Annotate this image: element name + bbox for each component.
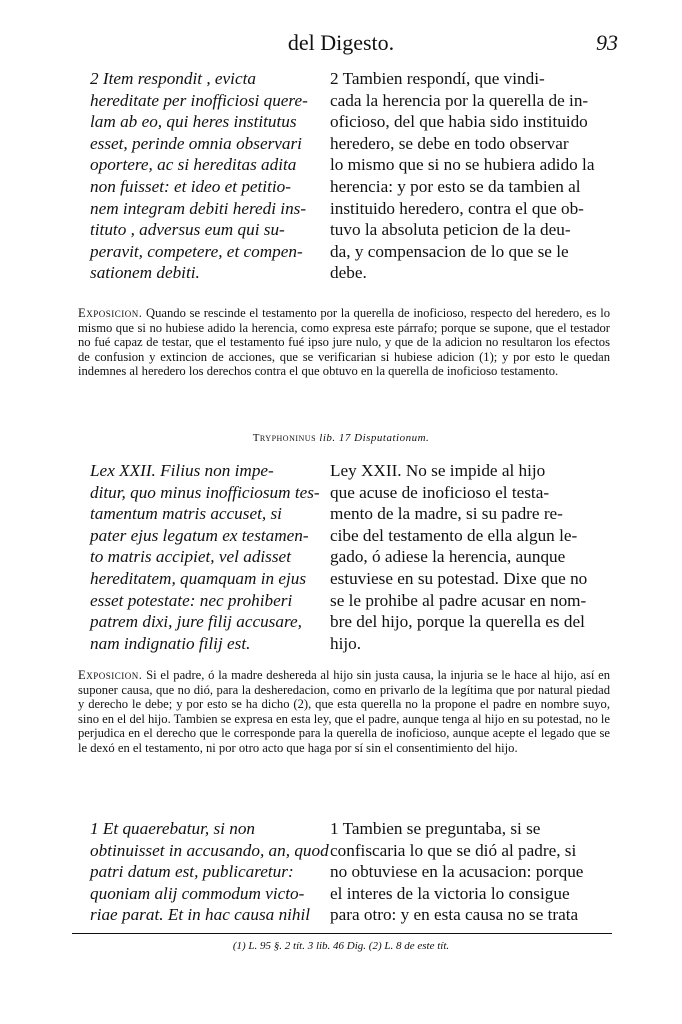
exposicion-text: Si el padre, ó la madre deshereda al hijo sin justa causa, la injuria se le hace al hijo, así en suponer causa, que no dió, para la desheredacion, como en privarlo de la legítima que por natural piedad y derecho le debe; y por esto se ha dicho (2), que esta querella no la propone el padre en nombre suyo, sino en el del hijo. Tambien se expresa en esta ley, que el padre, aunque tenga al hijo en su potestad, no le perjudica en el derecho que le corresponde para la querella de inoficioso, aunque acepte el legado que se le dexó en el testamento, ni por otro acto que haga por sí sin el consentimiento del hijo. bbox=[78, 668, 610, 755]
text-line: to matris accipiet, vel adisset bbox=[90, 547, 291, 567]
source-citation bbox=[0, 432, 682, 444]
text-line: instituido heredero, contra el que ob- bbox=[330, 198, 584, 218]
text-line: herencia: y por esto se da tambien al bbox=[330, 176, 581, 196]
footnotes: (1) L. 95 §. 2 tít. 3 lib. 46 Dig. (2) L. 8 de este tít. bbox=[232, 940, 450, 952]
running-header-title: del Digesto. bbox=[287, 30, 395, 55]
text-line: esset potestate: nec prohiberi bbox=[90, 590, 293, 610]
page-number: 93 bbox=[596, 30, 618, 55]
text-line: lo mismo que si no se hubiera adido la bbox=[330, 155, 595, 175]
text-line: estuviese en su potestad. Dixe que no bbox=[330, 568, 588, 588]
text-line: obtinuisset in accusando, an, quod bbox=[90, 840, 329, 860]
text-line: hijo. bbox=[330, 633, 362, 653]
exposicion-label: Exposicion. bbox=[78, 668, 143, 682]
text-line: oficioso, del que habia sido instituido bbox=[330, 112, 588, 132]
text-line: riae parat. Et in hac causa nihil bbox=[90, 905, 311, 925]
text-line: 2 Item respondit , evicta bbox=[90, 69, 256, 88]
text-line: heredero, se debe en todo observar bbox=[330, 133, 569, 153]
text-line: pater ejus legatum ex testamen- bbox=[90, 525, 309, 545]
text-line: non fuisset: et ideo et petitio- bbox=[90, 176, 291, 196]
text-line: confiscaria lo que se dió al padre, si bbox=[330, 840, 577, 860]
latin-column-1 bbox=[90, 68, 312, 284]
text-line: 1 Tambien se preguntaba, si se bbox=[330, 819, 541, 838]
exposicion-text: Quando se rescinde el testamento por la querella de inoficioso, respecto del heredero, es lo mismo que si no hubiese adido la herencia, como expresa este párrafo; porque se supone, que el testador no fué capaz de testar, que el testamento fué ipso jure nulo, y que de la adicion no resultaron los efectos de confusion y extincion de acciones, que se verificarian si hubiese adicion (1); y por esto le quedan indemnes al heredero los derechos contra el que obtuvo en la querella de inoficioso testamento. bbox=[78, 306, 610, 379]
source-reference: lib. 17 Disputationum. bbox=[319, 432, 430, 444]
text-line: para otro: y en esta causa no se trata bbox=[330, 905, 579, 925]
text-line: no obtuviese en la acusacion: porque bbox=[330, 862, 584, 882]
text-line: gado, ó adiese la herencia, aunque bbox=[330, 547, 566, 567]
exposicion-label: Exposicion. bbox=[78, 306, 143, 320]
latin-column-3 bbox=[90, 818, 329, 926]
text-line: se le prohibe al padre acusar en nom- bbox=[330, 590, 587, 610]
text-line: quoniam alij commodum victo- bbox=[90, 883, 305, 903]
text-line: tamentum matris accuset, si bbox=[90, 504, 282, 524]
text-line: nam indignatio filij est. bbox=[90, 633, 251, 653]
footnote-rule bbox=[72, 933, 612, 934]
text-line: tituto , adversus eum qui su- bbox=[90, 220, 285, 240]
text-line: patri datum est, publicaretur: bbox=[90, 862, 294, 882]
text-line: 2 Tambien respondí, que vindi- bbox=[330, 69, 545, 88]
text-line: sationem debiti. bbox=[90, 263, 200, 283]
text-line: lam ab eo, qui heres institutus bbox=[90, 112, 297, 132]
text-line: cibe del testamento de ella algun le- bbox=[330, 525, 578, 545]
text-line: Lex XXII. Filius non impe- bbox=[90, 461, 274, 480]
spanish-column-2 bbox=[330, 460, 610, 654]
text-line: Ley XXII. No se impide al hijo bbox=[330, 461, 546, 480]
spanish-column-3 bbox=[330, 818, 610, 926]
text-line: esset, perinde omnia observari bbox=[90, 133, 302, 153]
text-line: el interes de la victoria lo consigue bbox=[330, 883, 570, 903]
exposicion-1 bbox=[78, 306, 610, 379]
text-line: tuvo la absoluta peticion de la deu- bbox=[330, 220, 571, 240]
text-line: mento de la madre, si su padre re- bbox=[330, 504, 563, 524]
source-author: Tryphoninus bbox=[252, 432, 317, 444]
text-line: oportere, ac si hereditas adita bbox=[90, 155, 297, 175]
spanish-column-1 bbox=[330, 68, 610, 284]
text-line: nem integram debiti heredi ins- bbox=[90, 198, 307, 218]
text-line: da, y compensacion de lo que se le bbox=[330, 241, 569, 261]
text-line: debe. bbox=[330, 263, 367, 283]
text-line: ditur, quo minus inofficiosum tes- bbox=[90, 482, 320, 502]
text-line: peravit, competere, et compen- bbox=[90, 241, 303, 261]
text-line: hereditatem, quamquam in ejus bbox=[90, 568, 307, 588]
latin-column-2 bbox=[90, 460, 320, 654]
text-line: bre del hijo, porque la querella es del bbox=[330, 612, 585, 632]
text-line: patrem dixi, jure filij accusare, bbox=[90, 612, 302, 632]
text-line: hereditate per inofficiosi quere- bbox=[90, 90, 308, 110]
text-line: que acuse de inoficioso el testa- bbox=[330, 482, 550, 502]
text-line: cada la herencia por la querella de in- bbox=[330, 90, 589, 110]
exposicion-2 bbox=[78, 668, 610, 756]
text-line: 1 Et quaerebatur, si non bbox=[90, 819, 256, 838]
